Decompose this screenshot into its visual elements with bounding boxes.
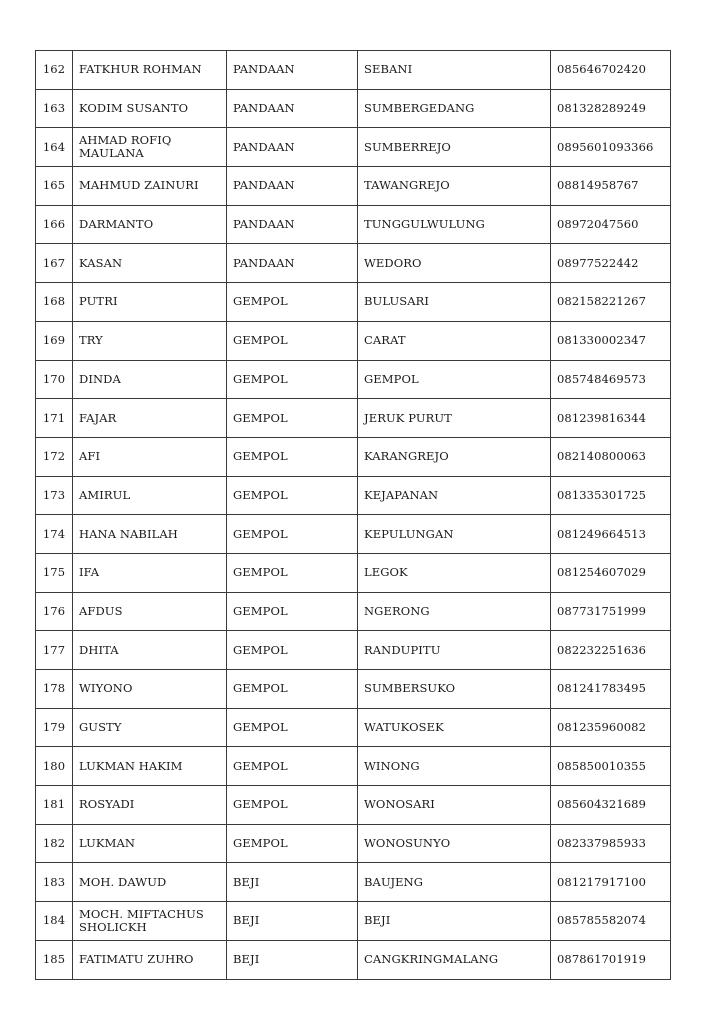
- cell-name: AFDUS: [73, 592, 227, 631]
- cell-phone: 081239816344: [551, 399, 671, 438]
- cell-phone: 085850010355: [551, 747, 671, 786]
- cell-number: 181: [36, 786, 73, 825]
- cell-number: 173: [36, 476, 73, 515]
- table-row: [36, 553, 671, 592]
- cell-number: 176: [36, 592, 73, 631]
- cell-name: GUSTY: [73, 708, 227, 747]
- table-row: [36, 437, 671, 476]
- cell-district: GEMPOL: [227, 515, 358, 554]
- cell-district: GEMPOL: [227, 399, 358, 438]
- cell-number: 179: [36, 708, 73, 747]
- table-row: [36, 476, 671, 515]
- cell-phone: 081235960082: [551, 708, 671, 747]
- cell-phone: 081241783495: [551, 670, 671, 709]
- table-row: [36, 205, 671, 244]
- cell-number: 168: [36, 283, 73, 322]
- table-row: [36, 670, 671, 709]
- cell-district: GEMPOL: [227, 786, 358, 825]
- cell-district: GEMPOL: [227, 592, 358, 631]
- table-row: [36, 283, 671, 322]
- cell-number: 162: [36, 51, 73, 90]
- cell-phone: 082337985933: [551, 824, 671, 863]
- cell-district: GEMPOL: [227, 360, 358, 399]
- cell-district: BEJI: [227, 863, 358, 902]
- cell-number: 178: [36, 670, 73, 709]
- cell-name: PUTRI: [73, 283, 227, 322]
- table-row: [36, 399, 671, 438]
- cell-phone: 0895601093366: [551, 128, 671, 167]
- cell-number: 182: [36, 824, 73, 863]
- cell-number: 165: [36, 167, 73, 206]
- table-row: [36, 863, 671, 902]
- cell-number: 183: [36, 863, 73, 902]
- cell-district: BEJI: [227, 902, 358, 941]
- cell-village: TUNGGULWULUNG: [358, 205, 551, 244]
- cell-phone: 087861701919: [551, 940, 671, 979]
- table-row: [36, 592, 671, 631]
- cell-phone: 082158221267: [551, 283, 671, 322]
- cell-village: SUMBERGEDANG: [358, 89, 551, 128]
- table-row: [36, 631, 671, 670]
- cell-district: GEMPOL: [227, 631, 358, 670]
- cell-village: BULUSARI: [358, 283, 551, 322]
- cell-village: WONOSARI: [358, 786, 551, 825]
- cell-phone: 081217917100: [551, 863, 671, 902]
- cell-village: GEMPOL: [358, 360, 551, 399]
- cell-number: 169: [36, 321, 73, 360]
- cell-name: AHMAD ROFIQ MAULANA: [73, 128, 227, 167]
- cell-name: AFI: [73, 437, 227, 476]
- cell-district: GEMPOL: [227, 708, 358, 747]
- cell-name: DARMANTO: [73, 205, 227, 244]
- cell-village: LEGOK: [358, 553, 551, 592]
- cell-phone: 087731751999: [551, 592, 671, 631]
- cell-number: 171: [36, 399, 73, 438]
- cell-phone: 081254607029: [551, 553, 671, 592]
- cell-number: 166: [36, 205, 73, 244]
- cell-phone: 085748469573: [551, 360, 671, 399]
- cell-name: FATIMATU ZUHRO: [73, 940, 227, 979]
- table-body: [36, 51, 671, 980]
- table-row: [36, 824, 671, 863]
- cell-phone: 081335301725: [551, 476, 671, 515]
- cell-district: BEJI: [227, 940, 358, 979]
- cell-name: FAJAR: [73, 399, 227, 438]
- cell-district: PANDAAN: [227, 244, 358, 283]
- cell-village: WATUKOSEK: [358, 708, 551, 747]
- cell-name: KODIM SUSANTO: [73, 89, 227, 128]
- cell-village: NGERONG: [358, 592, 551, 631]
- cell-name: MOCH. MIFTACHUS SHOLICKH: [73, 902, 227, 941]
- cell-phone: 085604321689: [551, 786, 671, 825]
- cell-phone: 081328289249: [551, 89, 671, 128]
- table-row: [36, 708, 671, 747]
- cell-village: KEPULUNGAN: [358, 515, 551, 554]
- cell-district: GEMPOL: [227, 283, 358, 322]
- cell-district: GEMPOL: [227, 747, 358, 786]
- cell-district: PANDAAN: [227, 205, 358, 244]
- cell-village: KEJAPANAN: [358, 476, 551, 515]
- cell-district: GEMPOL: [227, 670, 358, 709]
- table-row: [36, 940, 671, 979]
- table-row: [36, 167, 671, 206]
- cell-village: WEDORO: [358, 244, 551, 283]
- cell-district: PANDAAN: [227, 167, 358, 206]
- cell-name: DINDA: [73, 360, 227, 399]
- cell-number: 172: [36, 437, 73, 476]
- table-row: [36, 786, 671, 825]
- document-page: [35, 50, 670, 980]
- cell-village: TAWANGREJO: [358, 167, 551, 206]
- cell-phone: 08814958767: [551, 167, 671, 206]
- cell-village: WONOSUNYO: [358, 824, 551, 863]
- table-row: [36, 128, 671, 167]
- cell-district: GEMPOL: [227, 321, 358, 360]
- cell-village: CARAT: [358, 321, 551, 360]
- cell-name: IFA: [73, 553, 227, 592]
- cell-name: MOH. DAWUD: [73, 863, 227, 902]
- cell-phone: 082232251636: [551, 631, 671, 670]
- cell-district: PANDAAN: [227, 51, 358, 90]
- cell-number: 164: [36, 128, 73, 167]
- cell-phone: 08972047560: [551, 205, 671, 244]
- cell-number: 167: [36, 244, 73, 283]
- table-row: [36, 244, 671, 283]
- cell-village: JERUK PURUT: [358, 399, 551, 438]
- cell-phone: 081249664513: [551, 515, 671, 554]
- cell-district: GEMPOL: [227, 476, 358, 515]
- cell-name: LUKMAN HAKIM: [73, 747, 227, 786]
- cell-district: GEMPOL: [227, 553, 358, 592]
- cell-district: PANDAAN: [227, 89, 358, 128]
- cell-village: BEJI: [358, 902, 551, 941]
- cell-name: LUKMAN: [73, 824, 227, 863]
- cell-number: 180: [36, 747, 73, 786]
- cell-name: MAHMUD ZAINURI: [73, 167, 227, 206]
- cell-number: 175: [36, 553, 73, 592]
- cell-village: SUMBERREJO: [358, 128, 551, 167]
- table-row: [36, 89, 671, 128]
- cell-village: SEBANI: [358, 51, 551, 90]
- cell-village: BAUJENG: [358, 863, 551, 902]
- cell-name: KASAN: [73, 244, 227, 283]
- table-row: [36, 360, 671, 399]
- cell-village: WINONG: [358, 747, 551, 786]
- table-row: [36, 747, 671, 786]
- table-row: [36, 902, 671, 941]
- cell-number: 174: [36, 515, 73, 554]
- cell-phone: 085785582074: [551, 902, 671, 941]
- contact-table: [35, 50, 671, 980]
- cell-district: PANDAAN: [227, 128, 358, 167]
- cell-number: 185: [36, 940, 73, 979]
- table-row: [36, 515, 671, 554]
- cell-village: RANDUPITU: [358, 631, 551, 670]
- cell-phone: 081330002347: [551, 321, 671, 360]
- cell-phone: 085646702420: [551, 51, 671, 90]
- cell-name: HANA NABILAH: [73, 515, 227, 554]
- cell-number: 177: [36, 631, 73, 670]
- cell-district: GEMPOL: [227, 824, 358, 863]
- cell-phone: 08977522442: [551, 244, 671, 283]
- cell-name: ROSYADI: [73, 786, 227, 825]
- cell-name: AMIRUL: [73, 476, 227, 515]
- cell-name: TRY: [73, 321, 227, 360]
- cell-village: CANGKRINGMALANG: [358, 940, 551, 979]
- cell-number: 163: [36, 89, 73, 128]
- cell-number: 184: [36, 902, 73, 941]
- table-row: [36, 51, 671, 90]
- cell-district: GEMPOL: [227, 437, 358, 476]
- cell-name: FATKHUR ROHMAN: [73, 51, 227, 90]
- cell-name: DHITA: [73, 631, 227, 670]
- cell-village: SUMBERSUKO: [358, 670, 551, 709]
- table-row: [36, 321, 671, 360]
- cell-name: WIYONO: [73, 670, 227, 709]
- cell-village: KARANGREJO: [358, 437, 551, 476]
- cell-phone: 082140800063: [551, 437, 671, 476]
- cell-number: 170: [36, 360, 73, 399]
